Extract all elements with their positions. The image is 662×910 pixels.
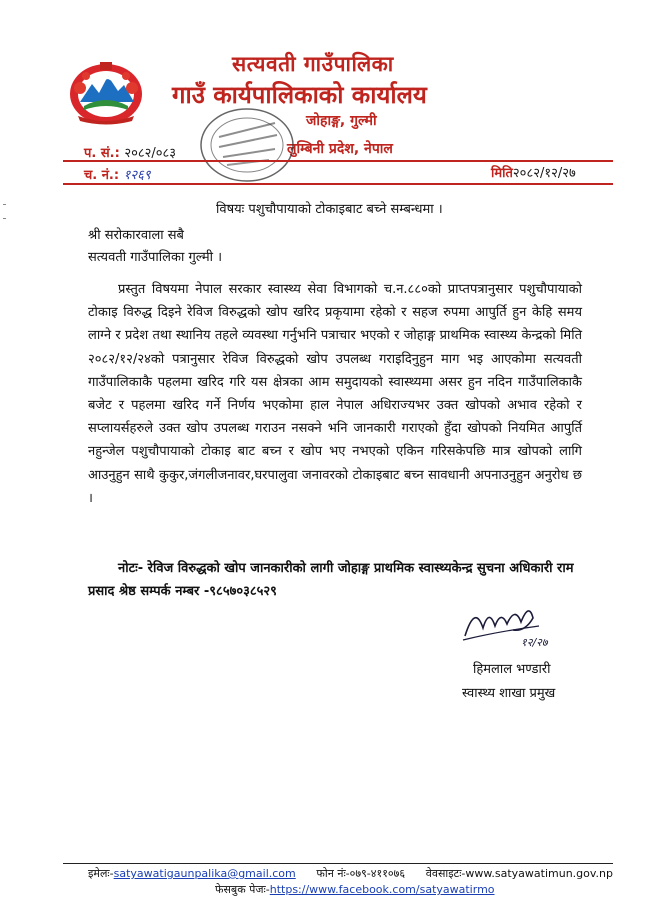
letter-body — [88, 278, 582, 510]
header-rule-bottom — [63, 183, 613, 185]
email-link[interactable]: satyawatigaunpalika@gmail.com — [113, 867, 296, 880]
letter-subject: विषयः पशुचौपायाको टोकाइबाट बच्ने सम्बन्धमा । — [216, 202, 443, 217]
office-stamp — [197, 105, 297, 185]
footer-facebook: फेसबुक पेजः-https://www.facebook.com/satyawatirmo — [215, 883, 495, 896]
footer-website: वेवसाइटः-www.satyawatimun.gov.np — [425, 867, 613, 880]
footer-email: इमेलः-satyawatigaunpalika@gmail.com — [88, 867, 296, 880]
scan-mark — [3, 218, 6, 219]
nepal-emblem-icon — [66, 58, 146, 126]
recipient-line-2: सत्यवती गाउँपालिका गुल्मी । — [88, 250, 223, 265]
header-rule-top — [63, 160, 613, 162]
signature-date: १२/२७ — [521, 636, 548, 649]
office-name: गाउँ कार्यपालिकाको कार्यालय — [172, 81, 427, 109]
recipient-line-1: श्री सरोकारवाला सबै — [88, 228, 184, 243]
scan-mark — [3, 204, 6, 205]
reference-number-value: २०८२/०८३ — [124, 146, 177, 161]
dispatch-number-value: १२६९ — [123, 168, 151, 183]
footer-phone: फोन नंः-०७९-४११०७६ — [316, 867, 406, 880]
reference-number: प. सं.: २०८२/०८३ — [84, 146, 177, 161]
letter-date-value: २०८२/१२/२७ — [512, 166, 576, 181]
note-paragraph: नोटः- रेविज विरुद्धको खोप जानकारीको लागी जोहाङ्ग प्राथमिक स्वास्थ्यकेन्द्र सुचना अधिकारी राम प्रसाद श्रेष्ठ सम्पर्क नम्बर -९८५७०३८५२९ — [88, 561, 574, 599]
signatory-title: स्वास्थ्य शाखा प्रमुख — [462, 686, 556, 701]
municipality-name: सत्यवती गाउँपालिका — [232, 52, 394, 76]
facebook-link[interactable]: https://www.facebook.com/satyawatirmo — [269, 883, 495, 896]
signature-image — [455, 596, 565, 650]
body-paragraph: प्रस्तुत विषयमा नेपाल सरकार स्वास्थ्य सेवा विभागको च.न.८८०को प्राप्तपत्रानुसार पशुचौपायाको टोकाइ विरुद्ध दिइने रेविज विरुद्धको खोप खरिद प्रकृयामा रहेको र सहज रुपमा आपुर्ति हुन केहि समय लाग्ने र प्रदेश तथा स्थानिय तहले व्यवस्था गर्नुभनि पत्राचार भएको र जोहाङ्ग प्राथमिक स्वास्थ्य केन्द्रको मिति २०८२/१२/२४को पत्रानुसार रेविज विरुद्धको खोप उपलब्ध गराइदिनुहुन माग भइ आएकोमा सत्यवती गाउँपालिकाकै पहलमा खरिद गरि यस क्षेत्रका आम समुदायको स्वास्थ्यमा असर हुन नदिन गाउँपालिकाकै बजेट र पहलमा खरिद गर्ने निर्णय भएकोमा हाल नेपाल अधिराज्यभर उक्त खोपको अभाव रहेको र सप्लायर्सहरुले उक्त खोप उपलब्ध गराउन नसक्ने भनि जानकारी गराएको हुँदा खोपको नियमित आपुर्ति नहुन्जेल पशुचौपायाको टोकाइ बाट बच्न र खोप भए नभएको एकिन गरिसकेपछि मात्र खोपको लागि आउनुहुन साथै कुकुर,जंगलीजनावर,घरपालुवा जनावरको टोकाइबाट बच्न सावधानी अपनाउनुहुन अनुरोध छ । — [88, 282, 582, 506]
dispatch-number: च. नं.: १२६९ — [84, 168, 151, 183]
website-link[interactable]: www.satyawatimun.gov.np — [465, 867, 613, 880]
signatory-name: हिमलाल भण्डारी — [473, 662, 551, 677]
footer-rule — [63, 863, 613, 864]
letter-date: मिति२०८२/१२/२७ — [491, 166, 576, 181]
address-line-2: लुम्बिनी प्रदेश, नेपाल — [287, 141, 393, 157]
footer-contacts — [88, 866, 613, 881]
address-line-1: जोहाङ्ग, गुल्मी — [306, 113, 377, 129]
